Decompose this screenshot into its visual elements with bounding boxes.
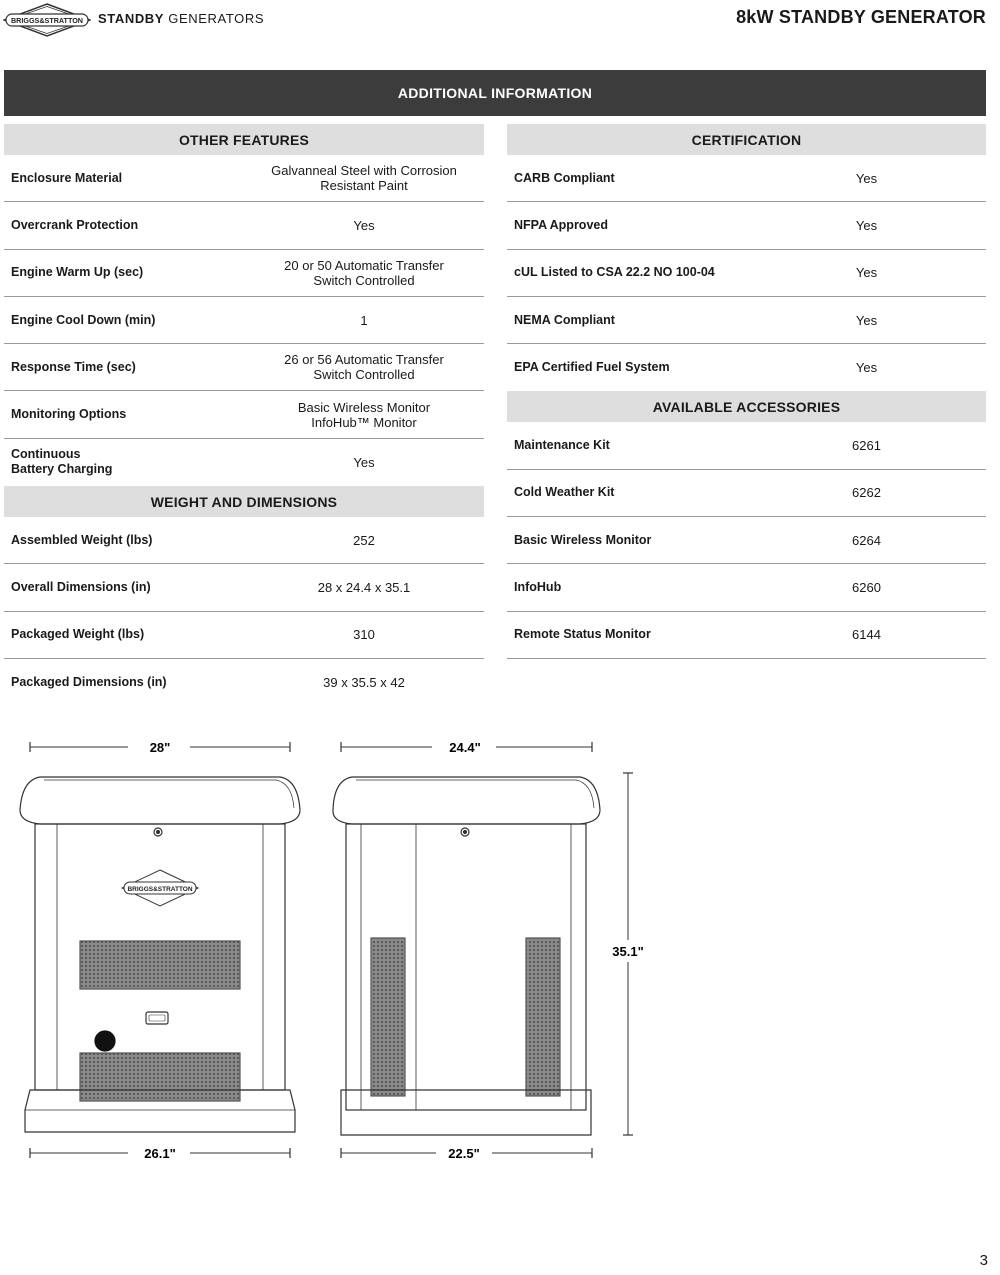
- row-value: 6261: [852, 438, 881, 454]
- row-label: NEMA Compliant: [514, 312, 615, 327]
- table-row: [4, 659, 484, 706]
- row-value: Yes: [855, 170, 878, 186]
- row-label: InfoHub: [514, 580, 562, 595]
- certification-heading: CERTIFICATION: [507, 124, 986, 155]
- brand-line: [98, 11, 264, 26]
- logo-text: BRIGGS&STRATTON: [10, 16, 84, 25]
- row-label: Overall Dimensions (in): [11, 580, 151, 595]
- table-row: [507, 517, 986, 564]
- row-value: 310: [353, 627, 375, 643]
- side-view-drawing: [333, 738, 652, 1162]
- table-row: [507, 344, 986, 391]
- row-label: Overcrank Protection: [11, 217, 139, 232]
- side-width-bottom-label: 22.5": [448, 1146, 480, 1161]
- left-column: [4, 124, 484, 706]
- accessories-heading: AVAILABLE ACCESSORIES: [507, 391, 986, 422]
- table-row: [4, 612, 484, 659]
- height-label: 35.1": [612, 944, 644, 959]
- row-label: cUL Listed to CSA 22.2 NO 100-04: [514, 265, 715, 280]
- row-value: Basic Wireless Monitor InfoHub™ Monitor: [297, 399, 431, 430]
- row-label: EPA Certified Fuel System: [514, 360, 670, 375]
- table-row: [4, 297, 484, 344]
- row-value: 28 x 24.4 x 35.1: [317, 580, 411, 596]
- row-label: Monitoring Options: [11, 407, 127, 422]
- table-row: [507, 470, 986, 517]
- front-width-bottom-label: 26.1": [144, 1146, 176, 1161]
- row-label: Engine Warm Up (sec): [11, 265, 144, 280]
- row-label: Packaged Dimensions (in): [11, 675, 167, 690]
- brand-light: GENERATORS: [164, 11, 265, 26]
- briggs-stratton-logo: [3, 3, 91, 37]
- table-row: [507, 612, 986, 659]
- row-value: Yes: [353, 454, 375, 470]
- side-width-top-label: 24.4": [449, 740, 481, 755]
- row-value: Yes: [855, 360, 878, 376]
- unit-logo: [122, 870, 198, 906]
- table-row: [4, 517, 484, 564]
- row-label: Cold Weather Kit: [514, 485, 615, 500]
- dimension-drawings: [0, 730, 700, 1170]
- row-value: Yes: [353, 217, 375, 233]
- row-label: Enclosure Material: [11, 170, 123, 185]
- row-value: Yes: [855, 265, 878, 281]
- table-row: [4, 344, 484, 391]
- row-value: 6260: [852, 580, 881, 596]
- table-row: [4, 250, 484, 297]
- row-value: Yes: [855, 312, 878, 328]
- table-row: [507, 155, 986, 202]
- table-row: [507, 422, 986, 469]
- row-label: CARB Compliant: [514, 170, 615, 185]
- row-label: Assembled Weight (lbs): [11, 532, 153, 547]
- page-number: 3: [979, 1252, 988, 1269]
- row-label: NFPA Approved: [514, 217, 608, 232]
- table-row: [507, 202, 986, 249]
- table-row: [4, 391, 484, 438]
- table-row: [4, 439, 484, 486]
- other-features-heading: OTHER FEATURES: [4, 124, 484, 155]
- row-label: Engine Cool Down (min): [11, 312, 156, 327]
- table-row: [507, 564, 986, 611]
- table-row: [507, 297, 986, 344]
- section-banner: ADDITIONAL INFORMATION: [4, 70, 986, 116]
- row-value: Yes: [855, 217, 878, 233]
- row-label: Packaged Weight (lbs): [11, 627, 145, 642]
- row-value: 6262: [852, 485, 881, 501]
- row-value: 6264: [852, 532, 881, 548]
- row-label: Continuous Battery Charging: [11, 447, 113, 477]
- row-value: 1: [360, 312, 368, 328]
- row-label: Remote Status Monitor: [514, 627, 651, 642]
- table-row: [4, 202, 484, 249]
- page-title: 8kW STANDBY GENERATOR: [736, 7, 986, 27]
- row-label: Maintenance Kit: [514, 438, 610, 453]
- right-column: [507, 124, 986, 659]
- front-view-drawing: [20, 738, 300, 1162]
- unit-logo-text: BRIGGS&STRATTON: [127, 886, 193, 893]
- row-label: Basic Wireless Monitor: [514, 532, 652, 547]
- row-value: 39 x 35.5 x 42: [323, 675, 405, 691]
- table-row: [507, 250, 986, 297]
- row-label: Response Time (sec): [11, 359, 136, 374]
- page-header: [0, 0, 1000, 40]
- row-value: 20 or 50 Automatic Transfer Switch Controlled: [284, 257, 444, 288]
- row-value: 26 or 56 Automatic Transfer Switch Controlled: [284, 352, 444, 383]
- row-value: 252: [353, 532, 375, 548]
- table-row: [4, 564, 484, 611]
- table-row: [4, 155, 484, 202]
- front-width-top-label: 28": [149, 740, 171, 755]
- brand-bold: STANDBY: [98, 11, 165, 26]
- row-value: 6144: [852, 627, 881, 643]
- weight-dimensions-heading: WEIGHT AND DIMENSIONS: [4, 486, 484, 517]
- row-value: Galvanneal Steel with Corrosion Resistant Paint: [271, 163, 457, 194]
